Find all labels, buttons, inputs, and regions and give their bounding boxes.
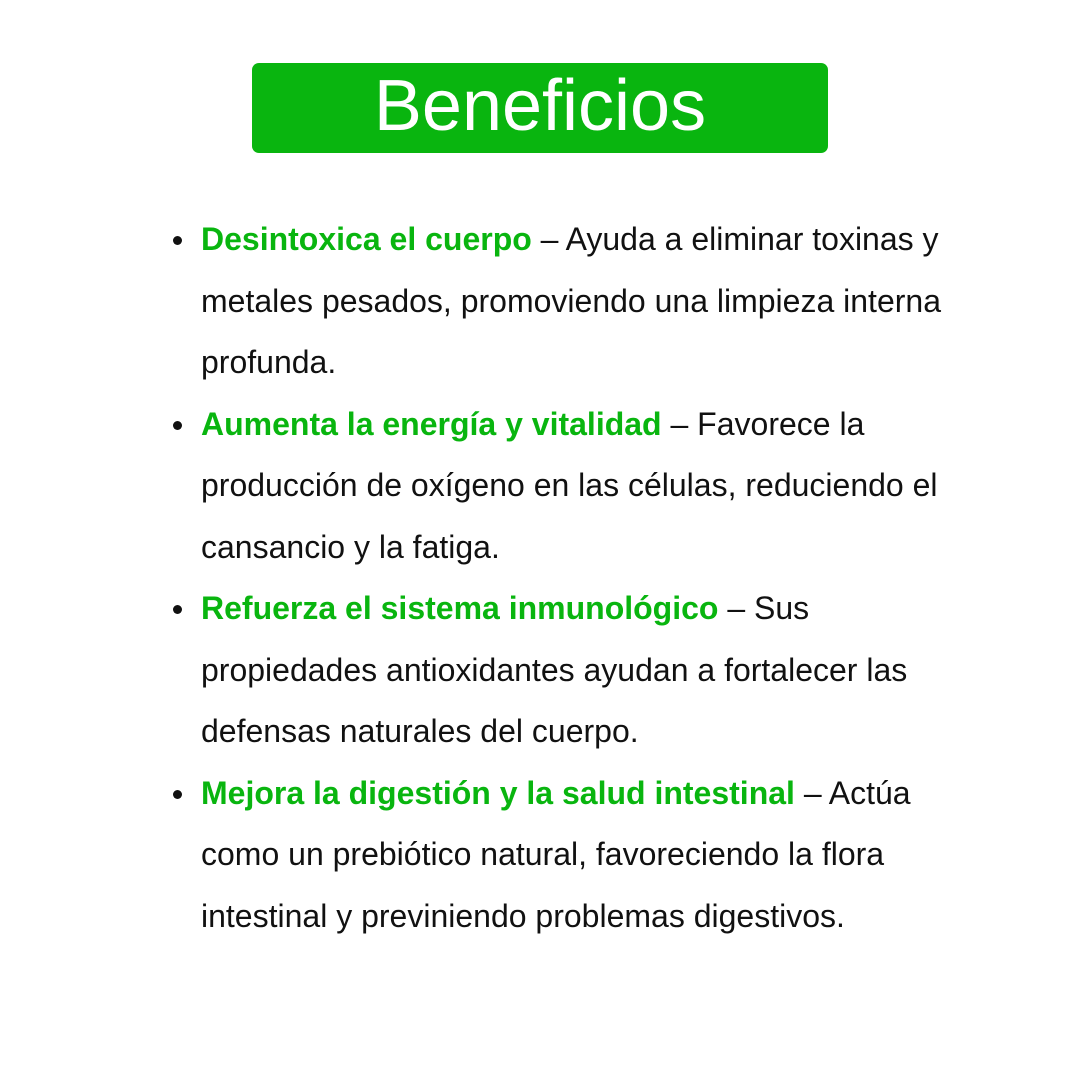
benefit-text: Ayuda a eliminar toxinas y metales pesados, promoviendo una limpieza interna profunda.: [201, 221, 941, 380]
benefit-text: Sus propiedades antioxidantes ayudan a fortalecer las defensas naturales del cuerpo.: [201, 590, 908, 749]
benefit-separator: –: [531, 221, 566, 257]
bullet-icon: [173, 236, 182, 245]
page-title: Beneficios: [373, 66, 707, 146]
title-banner: [252, 63, 828, 153]
benefit-title: Aumenta la energía y vitalidad: [201, 405, 662, 442]
benefit-title: Mejora la digestión y la salud intestinal: [201, 774, 795, 811]
bullet-icon: [173, 605, 182, 614]
benefit-item: [201, 763, 961, 948]
benefit-separator: –: [661, 405, 698, 442]
benefit-item: [201, 394, 961, 579]
benefit-title: Refuerza el sistema inmunológico: [201, 590, 719, 626]
benefit-text: Actúa como un prebiótico natural, favoreciendo la flora intestinal y previniendo problemas digestivos.: [201, 774, 911, 934]
benefit-item: [201, 578, 961, 763]
bullet-icon: [173, 421, 182, 430]
benefit-text: Favorece la producción de oxígeno en las células, reduciendo el cansancio y la fatiga.: [201, 405, 938, 565]
benefit-separator: –: [718, 590, 755, 626]
bullet-icon: [173, 790, 182, 799]
benefits-list: [201, 209, 961, 947]
benefit-item: [201, 209, 961, 394]
benefit-separator: –: [794, 774, 829, 811]
benefit-title: Desintoxica el cuerpo: [201, 221, 532, 257]
